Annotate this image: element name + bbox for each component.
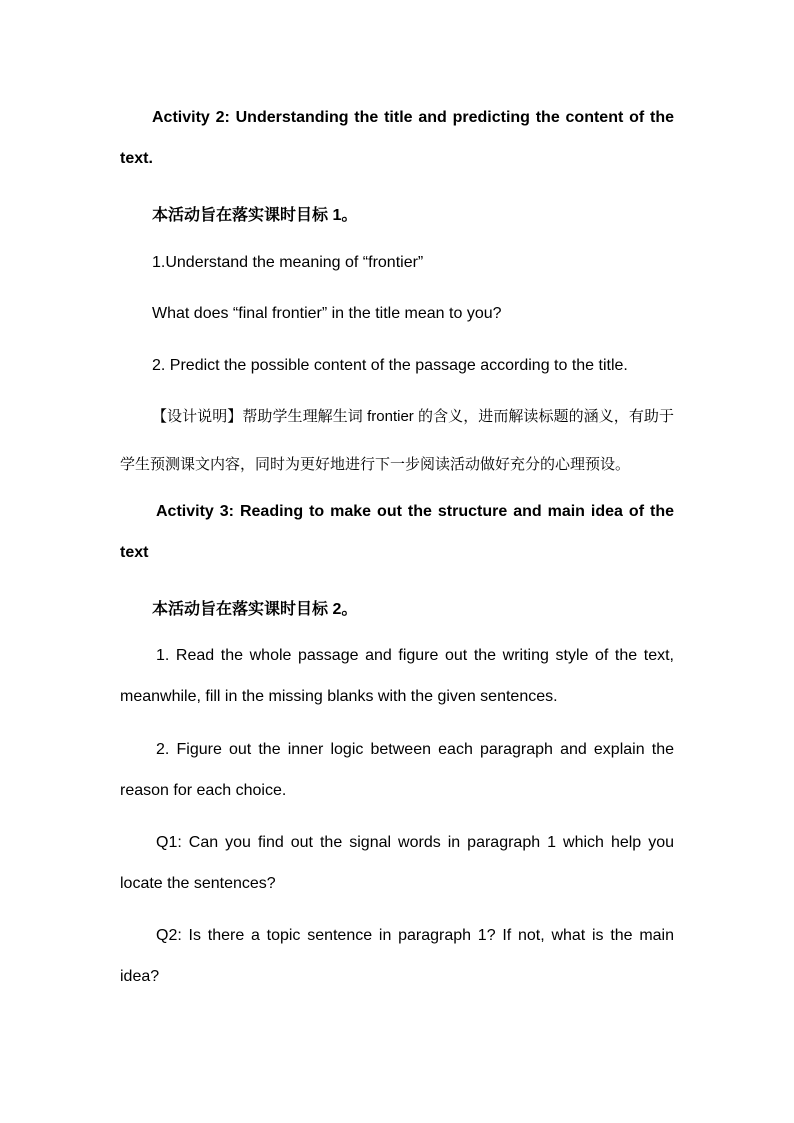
activity2-design-note: 【设计说明】帮助学生理解生词 frontier 的含义，进而解读标题的涵义，有助于学生预测课文内容，同时为更好地进行下一步阅读活动做好充分的心理预设。 [120,408,674,473]
activity2-question-1: 1.Understand the meaning of “frontier” [152,254,424,271]
activity3-question-1: Q1: Can you find out the signal words in paragraph 1 which help you locate the sentences? [120,834,674,892]
activity3-question-2: Q2: Is there a topic sentence in paragraph 1? If not, what is the main idea? [120,927,674,985]
activity2-question-2: 2. Predict the possible content of the passage according to the title. [152,357,628,374]
activity3-heading: Activity 3: Reading to make out the structure and main idea of the text [120,503,674,561]
activity3-task-2: 2. Figure out the inner logic between each paragraph and explain the reason for each choice. [120,741,674,799]
activity2-aim: 本活动旨在落实课时目标 1。 [152,207,358,224]
activity2-heading: Activity 2: Understanding the title and predicting the content of the text. [120,109,674,167]
activity3-task-1: 1. Read the whole passage and figure out the writing style of the text, meanwhile, fill in the missing blanks with the given sentences. [120,647,674,705]
activity2-question-1-sub: What does “final frontier” in the title mean to you? [152,305,502,322]
activity3-aim: 本活动旨在落实课时目标 2。 [152,601,358,618]
